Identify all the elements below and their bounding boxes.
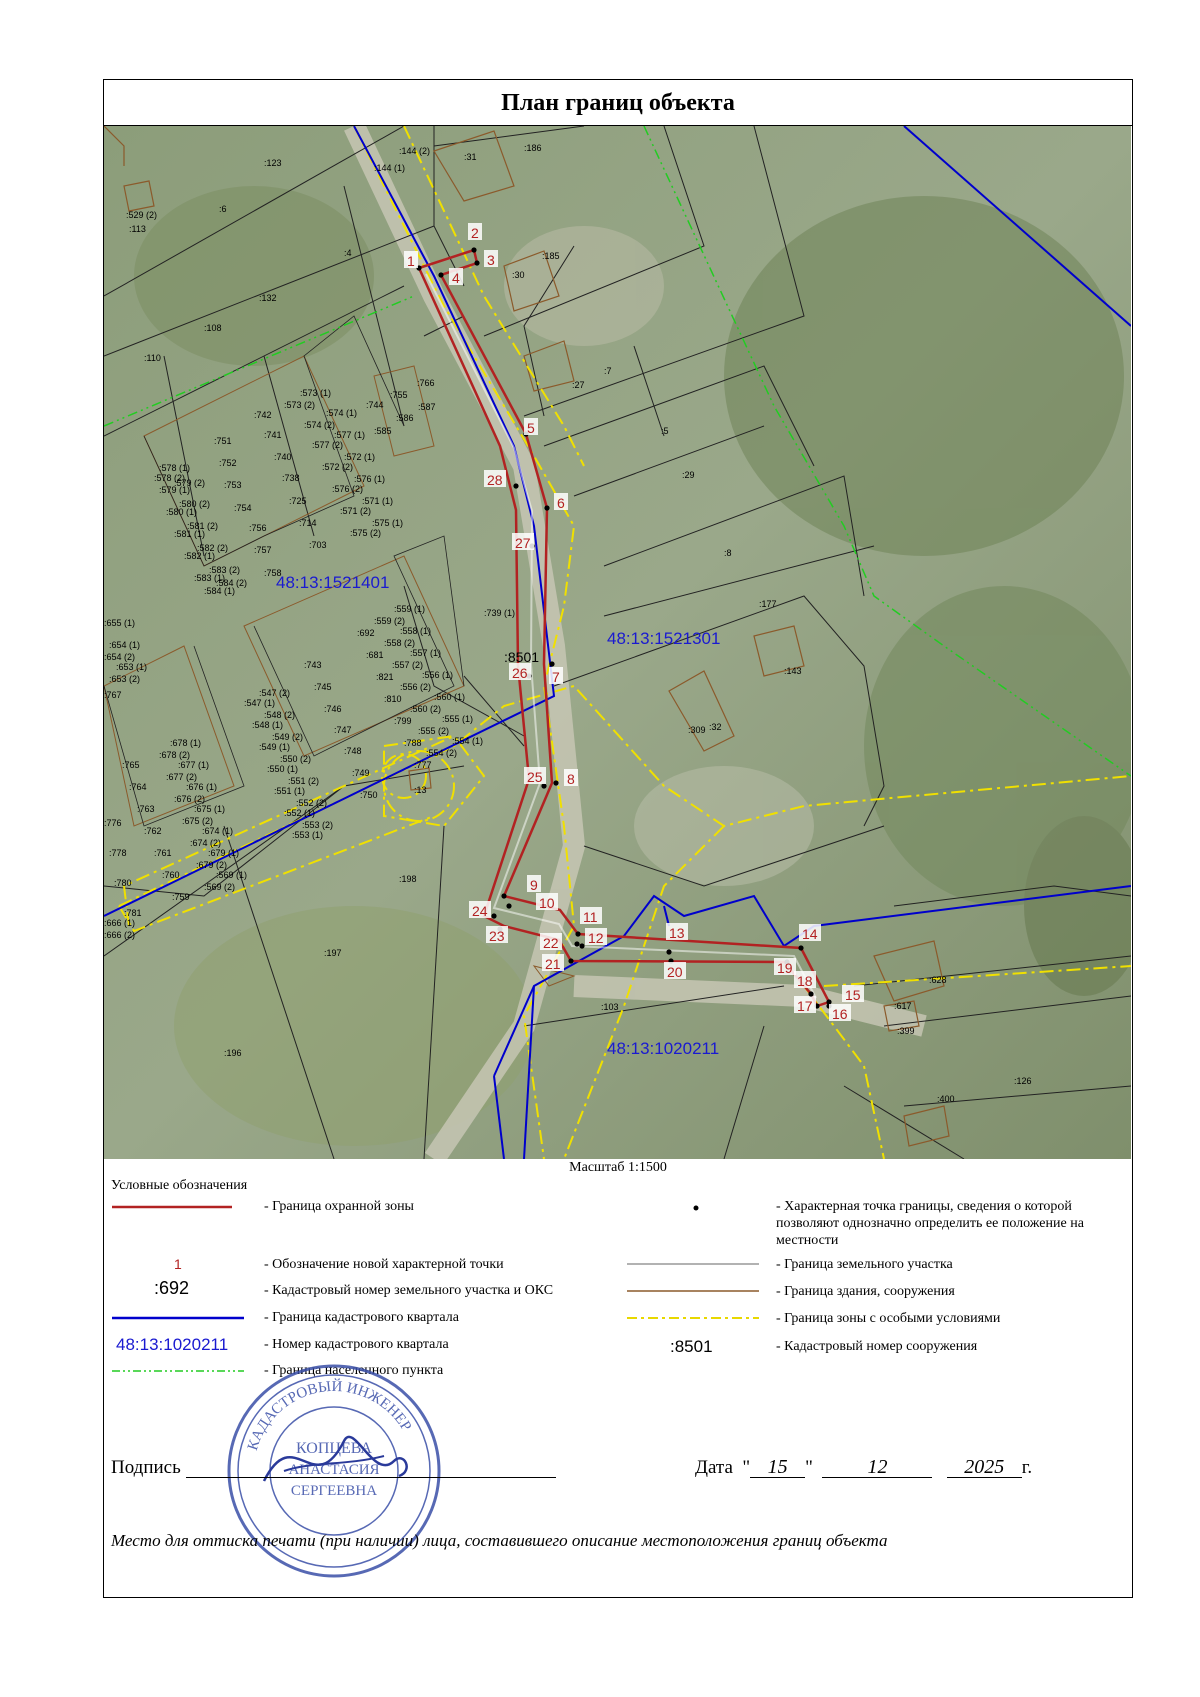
legend-sample-point-number: 1 [174, 1256, 182, 1272]
point-number: 6 [557, 495, 565, 511]
parcel-label: :578 (1) [159, 463, 191, 473]
characteristic-point-marker [574, 941, 579, 946]
parcel-label: :752 [219, 458, 237, 468]
quarter-label: 48:13:1521401 [276, 573, 390, 592]
parcel-label: :144 (2) [399, 146, 431, 156]
parcel-label: :676 (2) [174, 794, 206, 804]
parcel-label: :777 [414, 760, 432, 770]
parcel-label: :177 [759, 599, 777, 609]
parcel-label: :399 [897, 1026, 915, 1036]
map-area [104, 126, 1131, 1159]
point-number: 17 [797, 998, 813, 1014]
parcel-label: :571 (1) [362, 496, 394, 506]
point-number: 20 [667, 964, 683, 980]
characteristic-point-marker [568, 958, 573, 963]
characteristic-point-marker [513, 483, 518, 488]
point-number: 5 [527, 420, 535, 436]
parcel-label: :745 [314, 682, 332, 692]
parcel-label: :196 [224, 1048, 242, 1058]
parcel-label: :571 (2) [340, 506, 372, 516]
characteristic-point-marker [501, 893, 506, 898]
parcel-label: :714 [299, 518, 317, 528]
date-month: 12 [822, 1457, 932, 1478]
characteristic-point-marker [491, 913, 496, 918]
parcel-label: :676 (1) [186, 782, 218, 792]
legend-heading: Условные обозначения [111, 1178, 248, 1193]
parcel-label: :5 [661, 426, 669, 436]
parcel-label: :552 (2) [296, 798, 328, 808]
parcel-label: :29 [682, 470, 695, 480]
parcel-label: :551 (1) [274, 786, 306, 796]
parcel-label: :559 (2) [374, 616, 406, 626]
parcel-label: :31 [464, 152, 477, 162]
parcel-label: :4 [344, 248, 352, 258]
point-number: 28 [487, 472, 503, 488]
point-number: 2 [471, 225, 479, 241]
characteristic-point-marker [575, 931, 580, 936]
legend-label-characteristic-point: - Характерная точка границы, сведения о которой позволяют однозначно определить ее положение на местности [776, 1199, 1084, 1248]
parcel-label: :757 [254, 545, 272, 555]
parcel-label: :755 [390, 390, 408, 400]
parcel-label: :582 (1) [184, 551, 216, 561]
parcel-label: :551 (2) [288, 776, 320, 786]
point-number: 13 [669, 925, 685, 941]
parcel-label: :574 (2) [304, 420, 336, 430]
parcel-label: :583 (1) [194, 573, 226, 583]
stamp-name-line2: АНАСТАСИЯ [288, 1462, 380, 1478]
legend-label-building-boundary: - Граница здания, сооружения [776, 1284, 955, 1299]
parcel-label: :32 [709, 722, 722, 732]
parcel-label: :547 (2) [259, 688, 291, 698]
parcel-label: :681 [366, 650, 384, 660]
parcel-label: :677 (1) [178, 760, 210, 770]
characteristic-point-marker [474, 260, 479, 265]
legend-label-parcel-boundary: - Граница земельного участка [776, 1257, 953, 1272]
characteristic-point-marker [798, 945, 803, 950]
legend-symbol-quarter-boundary [112, 1315, 244, 1321]
parcel-label: :198 [399, 874, 417, 884]
stamp-name-line1: КОПЦЕВА [296, 1440, 372, 1457]
parcel-label: :550 (1) [267, 764, 299, 774]
parcel-label: :765 [122, 760, 140, 770]
point-number: 15 [845, 987, 861, 1003]
legend-label-protection-zone: - Граница охранной зоны [264, 1199, 414, 1214]
parcel-label: :30 [512, 270, 525, 280]
parcel-label: :753 [224, 480, 242, 490]
parcel-label: :585 [374, 426, 392, 436]
parcel-label: :580 (2) [179, 499, 211, 509]
legend-label-quarter-boundary: - Граница кадастрового квартала [264, 1310, 459, 1325]
parcel-label: :560 (1) [434, 692, 466, 702]
date-year-suffix: г. [1021, 1457, 1033, 1478]
parcel-label: :553 (2) [302, 820, 334, 830]
parcel-label: :748 [344, 746, 362, 756]
parcel-label: :692 [357, 628, 375, 638]
parcel-label: :761 [154, 848, 172, 858]
parcel-label: :575 (2) [350, 528, 382, 538]
parcel-label: :27 [572, 380, 585, 390]
parcel-label: :666 (2) [104, 930, 136, 940]
parcel-label: :185 [542, 251, 560, 261]
parcel-label: :778 [109, 848, 127, 858]
parcel-label: :788 [404, 738, 422, 748]
parcel-label: :750 [360, 790, 378, 800]
parcel-label: :763 [137, 804, 155, 814]
parcel-label: :743 [304, 660, 322, 670]
legend-sample-quarter-number: 48:13:1020211 [116, 1335, 229, 1354]
point-number: 26 [512, 665, 528, 681]
parcel-label: :580 (1) [166, 507, 198, 517]
parcel-label: :740 [274, 452, 292, 462]
parcel-label: :550 (2) [280, 754, 312, 764]
parcel-label: :738 [282, 473, 300, 483]
parcel-label: :810 [384, 694, 402, 704]
parcel-label: :549 (1) [259, 742, 291, 752]
characteristic-point-marker [506, 903, 511, 908]
parcel-label: :780 [114, 878, 132, 888]
parcel-label: :554 (1) [452, 736, 484, 746]
parcel-label: :113 [129, 224, 146, 234]
parcel-label: :549 (2) [272, 732, 304, 742]
signature-label: Подпись [111, 1457, 181, 1478]
parcel-label: :558 (2) [384, 638, 416, 648]
date-year: 2025 [947, 1457, 1022, 1478]
parcel-label: :653 (1) [116, 662, 148, 672]
parcel-label: :572 (1) [344, 452, 376, 462]
parcel-label: :143 [784, 666, 802, 676]
legend-sample-structure-number: :8501 [670, 1337, 713, 1356]
parcel-label: :8 [724, 548, 732, 558]
structure-label: :8501 [504, 649, 540, 665]
quarter-label: 48:13:1020211 [607, 1039, 720, 1058]
parcel-label: :758 [264, 568, 282, 578]
parcel-label: :7 [604, 366, 612, 376]
legend-label-structure-number: - Кадастровый номер сооружения [776, 1339, 978, 1354]
parcel-label: :529 (2) [126, 210, 158, 220]
legend-label-quarter-number: - Номер кадастрового квартала [264, 1337, 449, 1352]
parcel-label: :6 [219, 204, 227, 214]
parcel-label: :586 [396, 413, 414, 423]
point-number: 7 [552, 669, 560, 685]
parcel-label: :744 [366, 400, 384, 410]
parcel-label: :703 [309, 540, 327, 550]
parcel-label: :555 (2) [418, 726, 450, 736]
parcel-label: :675 (2) [182, 816, 214, 826]
parcel-label: :108 [204, 323, 222, 333]
parcel-label: :144 (1) [374, 163, 406, 173]
parcel-label: :751 [214, 436, 232, 446]
parcel-label: :103 [601, 1002, 619, 1012]
parcel-label: :572 (2) [322, 462, 354, 472]
parcel-label: :556 (2) [400, 682, 432, 692]
parcel-label: :746 [324, 704, 342, 714]
parcel-label: :584 (2) [216, 578, 248, 588]
parcel-label: :679 (1) [208, 848, 240, 858]
parcel-label: :677 (2) [166, 772, 198, 782]
parcel-label: :679 (2) [196, 860, 228, 870]
parcel-label: :576 (2) [332, 484, 364, 494]
stamp-ring-text: КАДАСТРОВЫЙ ИНЖЕНЕР [244, 1378, 415, 1453]
parcel-label: :126 [1014, 1076, 1032, 1086]
parcel-label: :767 [104, 690, 122, 700]
characteristic-point-marker [438, 272, 443, 277]
parcel-label: :655 (1) [104, 618, 136, 628]
parcel-label: :742 [254, 410, 272, 420]
signature-row: Подпись Дата " 15 " 12 2025 г. [111, 1456, 1033, 1478]
parcel-label: :556 (1) [422, 670, 454, 680]
parcel-label: :675 (1) [194, 804, 226, 814]
parcel-label: :559 (1) [394, 604, 426, 614]
parcel-label: :674 (2) [190, 838, 222, 848]
stamp-name-line3: СЕРГЕЕВНА [290, 1483, 378, 1499]
parcel-label: :579 (2) [174, 478, 206, 488]
parcel-label: :617 [894, 1001, 912, 1011]
parcel-label: :575 (1) [372, 518, 404, 528]
point-number: 24 [472, 903, 488, 919]
point-number: 3 [487, 252, 495, 268]
parcel-label: :577 (1) [334, 430, 366, 440]
parcel-label: :557 (2) [392, 660, 424, 670]
parcel-label: :578 (2) [154, 473, 186, 483]
point-number: 12 [588, 930, 604, 946]
parcel-label: :583 (2) [209, 565, 241, 575]
signature-line [186, 1457, 556, 1478]
characteristic-point-marker [808, 991, 813, 996]
point-number: 1 [407, 253, 415, 269]
point-number: 10 [539, 895, 555, 911]
parcel-label: :678 (2) [159, 750, 191, 760]
parcel-label: :747 [334, 725, 352, 735]
characteristic-point-marker [549, 661, 554, 666]
parcel-label: :110 [144, 353, 161, 363]
parcel-label: :741 [264, 430, 282, 440]
parcel-label: :573 (1) [300, 388, 332, 398]
parcel-label: :197 [324, 948, 342, 958]
legend-label-parcel-number: - Кадастровый номер земельного участка и ОКС [264, 1283, 554, 1298]
quarter-label: 48:13:1521301 [607, 629, 721, 648]
date-day: 15 [750, 1457, 805, 1478]
parcel-label: :799 [394, 716, 412, 726]
point-number: 8 [567, 771, 575, 787]
parcel-label: :132 [259, 293, 277, 303]
parcel-label: :576 (1) [354, 474, 386, 484]
point-number: 4 [452, 270, 460, 286]
parcel-label: :776 [104, 818, 122, 828]
legend-sample-parcel-number: :692 [154, 1278, 190, 1298]
parcel-label: :587 [418, 402, 436, 412]
page-title: План границ объекта [104, 80, 1132, 126]
parcel-label: :628 [929, 975, 947, 985]
parcel-label: :582 (2) [197, 543, 229, 553]
parcel-label: :573 (2) [284, 400, 316, 410]
legend-label-settlement-boundary: - Граница населенного пункта [264, 1363, 444, 1378]
point-number: 23 [489, 928, 505, 944]
parcel-label: :756 [249, 523, 267, 533]
parcel-label: :766 [417, 378, 435, 388]
parcel-label: :666 (1) [104, 918, 136, 928]
point-number: 18 [797, 973, 813, 989]
parcel-label: :654 (1) [109, 640, 141, 650]
map-scale: Масштаб 1:1500 [569, 1160, 667, 1175]
parcel-label: :560 (2) [410, 704, 442, 714]
parcel-label: :547 (1) [244, 698, 276, 708]
legend-symbol-protection-zone [112, 1204, 232, 1210]
parcel-label: :548 (1) [252, 720, 284, 730]
parcel-label: :569 (1) [216, 870, 248, 880]
document-frame [103, 79, 1133, 1598]
date-label: Дата [695, 1457, 733, 1478]
legend-symbol-building-boundary [627, 1289, 759, 1293]
parcel-label: :759 [172, 892, 190, 902]
parcel-label: :674 (1) [202, 826, 234, 836]
legend-symbol-special-zone [627, 1316, 759, 1320]
point-number: 19 [777, 960, 793, 976]
legend-symbol-parcel-boundary [627, 1262, 759, 1266]
parcel-label: :548 (2) [264, 710, 296, 720]
parcel-label: :557 (1) [410, 648, 442, 658]
point-number: 14 [802, 926, 818, 942]
parcel-label: :558 (1) [400, 626, 432, 636]
parcel-label: :569 (2) [204, 882, 236, 892]
parcel-label: :584 (1) [204, 586, 236, 596]
point-number: 22 [543, 935, 559, 951]
characteristic-point-marker [579, 943, 584, 948]
legend-label-special-zone: - Граница зоны с особыми условиями [776, 1311, 1001, 1326]
parcel-label: :781 [124, 908, 142, 918]
parcel-label: :725 [289, 496, 307, 506]
parcel-label: :764 [129, 782, 147, 792]
parcel-label: :13 [414, 785, 427, 795]
parcel-label: :581 (1) [174, 529, 206, 539]
parcel-label: :762 [144, 826, 162, 836]
legend-label-point-number: - Обозначение новой характерной точки [264, 1257, 504, 1272]
parcel-label: :309 [688, 725, 706, 735]
characteristic-point-marker [553, 780, 558, 785]
point-number: 27 [515, 535, 531, 551]
parcel-label: :653 (2) [109, 674, 141, 684]
parcel-label: :552 (1) [284, 808, 316, 818]
parcel-label: :754 [234, 503, 252, 513]
boundary-map [104, 126, 1131, 1159]
point-number: 9 [530, 877, 538, 893]
parcel-label: :739 (1) [484, 608, 516, 618]
legend-symbol-characteristic-point [692, 1204, 700, 1212]
parcel-label: :554 (2) [426, 748, 458, 758]
parcel-label: :553 (1) [292, 830, 324, 840]
parcel-label: :574 (1) [326, 408, 358, 418]
point-number: 21 [545, 956, 561, 972]
parcel-label: :555 (1) [442, 714, 474, 724]
characteristic-point-marker [666, 949, 671, 954]
parcel-label: :678 (1) [170, 738, 202, 748]
parcel-label: :186 [524, 143, 542, 153]
parcel-label: :654 (2) [104, 652, 136, 662]
characteristic-point-marker [471, 247, 476, 252]
parcel-label: :760 [162, 870, 180, 880]
parcel-label: :400 [937, 1094, 955, 1104]
parcel-label: :749 [352, 768, 370, 778]
parcel-label: :577 (2) [312, 440, 344, 450]
point-number: 25 [527, 769, 543, 785]
point-number: 16 [832, 1006, 848, 1022]
characteristic-point-marker [544, 505, 549, 510]
point-number: 11 [583, 909, 598, 925]
parcel-label: :123 [264, 158, 282, 168]
stamp-place-note: Место для оттиска печати (при наличии) лица, составившего описание местоположения границ объекта [111, 1531, 888, 1550]
parcel-label: :581 (2) [187, 521, 219, 531]
parcel-label: :821 [376, 672, 394, 682]
parcel-label: :579 (1) [159, 485, 191, 495]
